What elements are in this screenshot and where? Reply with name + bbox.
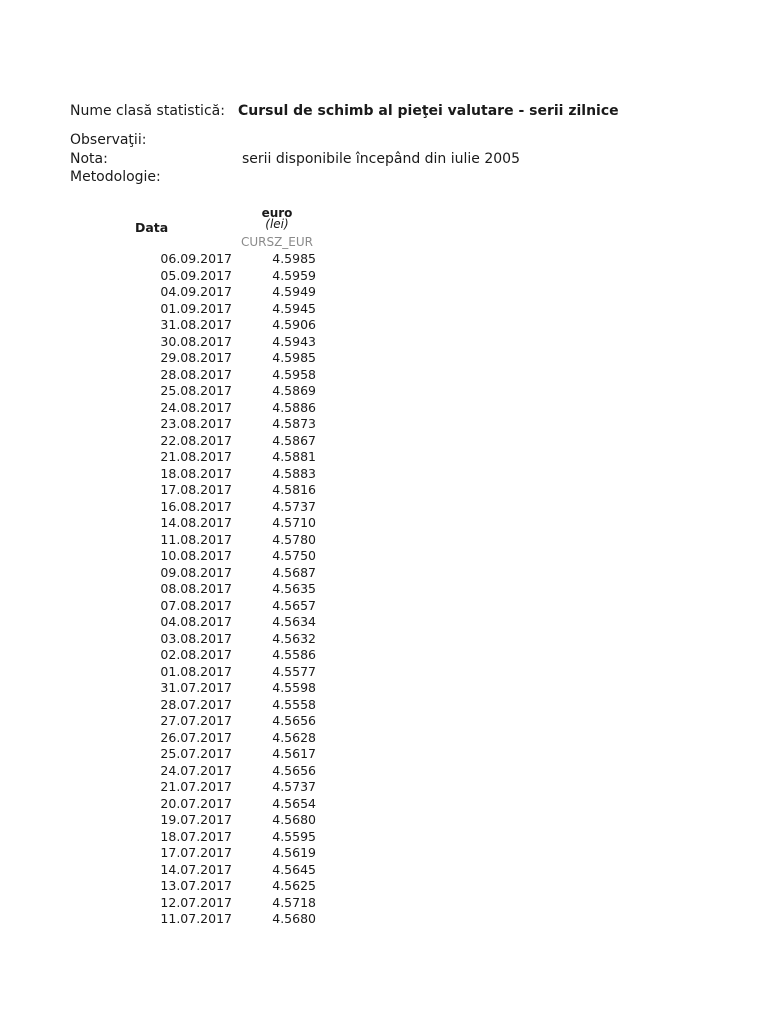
rate-cell: 4.5586	[272, 647, 316, 662]
euro-column-header: euro	[261, 206, 293, 220]
data-table-body	[0, 250, 400, 927]
table-row	[0, 778, 400, 795]
date-cell: 18.08.2017	[160, 465, 232, 481]
date-cell: 22.08.2017	[160, 432, 232, 448]
table-row	[0, 712, 400, 729]
date-cell: 11.07.2017	[160, 911, 232, 926]
rate-cell: 4.5869	[272, 383, 316, 398]
table-row	[0, 382, 400, 399]
table-row	[0, 250, 400, 267]
nota-label: Nota:	[70, 151, 108, 167]
date-cell: 25.08.2017	[160, 383, 232, 398]
table-row	[0, 267, 400, 284]
rate-cell: 4.5632	[272, 630, 316, 646]
date-cell: 09.08.2017	[160, 564, 232, 580]
rate-cell: 4.5680	[272, 911, 316, 926]
date-cell: 12.07.2017	[160, 894, 232, 910]
rate-cell: 4.5959	[272, 267, 316, 283]
rate-cell: 4.5656	[272, 713, 316, 728]
table-row	[0, 547, 400, 564]
date-cell: 18.07.2017	[160, 828, 232, 844]
class-name-label: Nume clasă statistică:	[70, 103, 225, 119]
date-cell: 14.07.2017	[160, 861, 232, 877]
date-cell: 05.09.2017	[160, 267, 232, 283]
rate-cell: 4.5906	[272, 317, 316, 332]
table-row	[0, 762, 400, 779]
table-row	[0, 828, 400, 845]
rate-cell: 4.5628	[272, 729, 316, 745]
date-cell: 08.08.2017	[160, 581, 232, 596]
table-row	[0, 432, 400, 449]
date-cell: 10.08.2017	[160, 548, 232, 563]
rate-cell: 4.5816	[272, 482, 316, 497]
rate-cell: 4.5883	[272, 465, 316, 481]
date-cell: 21.08.2017	[160, 449, 232, 464]
metodologie-label: Metodologie:	[70, 169, 161, 185]
date-cell: 02.08.2017	[160, 647, 232, 662]
rate-cell: 4.5710	[272, 515, 316, 530]
rate-cell: 4.5737	[272, 779, 316, 794]
table-row	[0, 366, 400, 383]
table-row	[0, 399, 400, 416]
rate-cell: 4.5657	[272, 597, 316, 613]
date-cell: 13.07.2017	[160, 878, 232, 893]
date-cell: 01.08.2017	[160, 663, 232, 679]
table-row	[0, 564, 400, 581]
date-cell: 11.08.2017	[160, 531, 232, 547]
rate-cell: 4.5625	[272, 878, 316, 893]
rate-cell: 4.5634	[272, 614, 316, 629]
table-row	[0, 729, 400, 746]
rate-cell: 4.5945	[272, 300, 316, 316]
rate-cell: 4.5867	[272, 432, 316, 448]
table-row	[0, 646, 400, 663]
table-row	[0, 333, 400, 350]
rate-cell: 4.5873	[272, 416, 316, 431]
rate-cell: 4.5619	[272, 845, 316, 860]
table-row	[0, 283, 400, 300]
date-cell: 16.08.2017	[160, 498, 232, 514]
date-cell: 31.08.2017	[160, 317, 232, 332]
table-row	[0, 597, 400, 614]
date-cell: 01.09.2017	[160, 300, 232, 316]
euro-unit-label: (lei)	[265, 217, 289, 231]
table-row	[0, 861, 400, 878]
rate-cell: 4.5558	[272, 696, 316, 712]
date-cell: 19.07.2017	[160, 812, 232, 827]
table-row	[0, 877, 400, 894]
nota-value: serii disponibile începând din iulie 2005	[242, 151, 520, 167]
table-row	[0, 300, 400, 317]
class-name-value: Cursul de schimb al pieţei valutare - serii zilnice	[238, 103, 619, 119]
rate-cell: 4.5780	[272, 531, 316, 547]
date-cell: 04.09.2017	[160, 284, 232, 299]
date-cell: 30.08.2017	[160, 333, 232, 349]
series-code-label: CURSZ_EUR	[240, 235, 314, 249]
observatii-label: Observaţii:	[70, 132, 147, 148]
table-row	[0, 910, 400, 927]
rate-cell: 4.5656	[272, 762, 316, 778]
rate-cell: 4.5654	[272, 795, 316, 811]
date-cell: 04.08.2017	[160, 614, 232, 629]
table-row	[0, 630, 400, 647]
rate-cell: 4.5617	[272, 746, 316, 761]
rate-cell: 4.5680	[272, 812, 316, 827]
rate-cell: 4.5645	[272, 861, 316, 877]
date-cell: 31.07.2017	[160, 680, 232, 695]
date-cell: 20.07.2017	[160, 795, 232, 811]
date-cell: 23.08.2017	[160, 416, 232, 431]
rate-cell: 4.5949	[272, 284, 316, 299]
table-row	[0, 745, 400, 762]
rate-cell: 4.5985	[272, 251, 316, 266]
date-column-header: Data	[135, 220, 169, 235]
rate-cell: 4.5881	[272, 449, 316, 464]
date-cell: 03.08.2017	[160, 630, 232, 646]
table-row	[0, 531, 400, 548]
date-cell: 27.07.2017	[160, 713, 232, 728]
table-row	[0, 316, 400, 333]
date-cell: 25.07.2017	[160, 746, 232, 761]
date-cell: 24.08.2017	[160, 399, 232, 415]
table-row	[0, 613, 400, 630]
rate-cell: 4.5687	[272, 564, 316, 580]
rate-cell: 4.5750	[272, 548, 316, 563]
rate-cell: 4.5958	[272, 366, 316, 382]
table-row	[0, 844, 400, 861]
rate-cell: 4.5635	[272, 581, 316, 596]
rate-cell: 4.5943	[272, 333, 316, 349]
table-row	[0, 448, 400, 465]
date-cell: 06.09.2017	[160, 251, 232, 266]
table-row	[0, 465, 400, 482]
date-cell: 21.07.2017	[160, 779, 232, 794]
table-row	[0, 795, 400, 812]
rate-cell: 4.5595	[272, 828, 316, 844]
table-row	[0, 696, 400, 713]
date-cell: 14.08.2017	[160, 515, 232, 530]
rate-cell: 4.5985	[272, 350, 316, 365]
rate-cell: 4.5886	[272, 399, 316, 415]
rate-cell: 4.5718	[272, 894, 316, 910]
date-cell: 28.08.2017	[160, 366, 232, 382]
table-row	[0, 663, 400, 680]
rate-cell: 4.5737	[272, 498, 316, 514]
date-cell: 17.07.2017	[160, 845, 232, 860]
table-row	[0, 894, 400, 911]
date-cell: 28.07.2017	[160, 696, 232, 712]
table-row	[0, 349, 400, 366]
table-row	[0, 415, 400, 432]
date-cell: 17.08.2017	[160, 482, 232, 497]
rate-cell: 4.5598	[272, 680, 316, 695]
table-row	[0, 811, 400, 828]
table-row	[0, 580, 400, 597]
date-cell: 07.08.2017	[160, 597, 232, 613]
date-cell: 24.07.2017	[160, 762, 232, 778]
table-row	[0, 498, 400, 515]
rate-cell: 4.5577	[272, 663, 316, 679]
table-row	[0, 481, 400, 498]
date-cell: 26.07.2017	[160, 729, 232, 745]
table-row	[0, 679, 400, 696]
table-row	[0, 514, 400, 531]
date-cell: 29.08.2017	[160, 350, 232, 365]
